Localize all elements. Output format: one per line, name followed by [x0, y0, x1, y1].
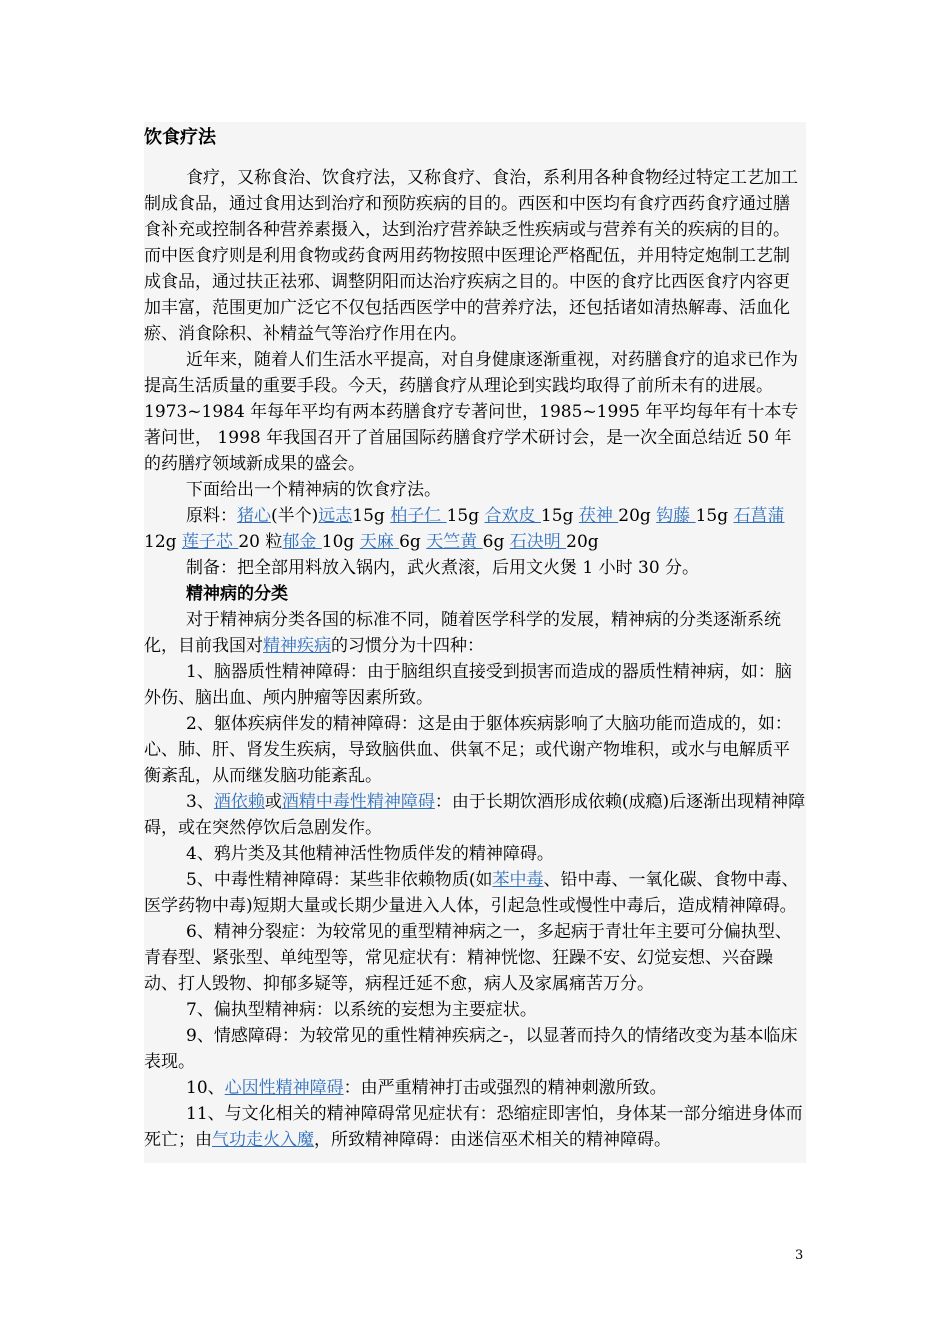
link-fushen[interactable]: 茯神: [578, 506, 619, 526]
link-gouteng[interactable]: 钩藤: [656, 506, 696, 526]
link-alcohol-psychosis[interactable]: 酒精中毒性精神障碍: [281, 792, 435, 812]
link-tianzhuhuang[interactable]: 天竺黄: [426, 532, 483, 552]
recipe-preparation: 制备：把全部用料放入锅内，武火煮滚，后用文火煲 1 小时 30 分。: [186, 558, 700, 578]
class-item-1: 1、脑器质性精神障碍：由于脑组织直接受到损害而造成的器质性精神病，如：脑外伤、脑出血、颅内肿瘤等因素所致。: [144, 662, 792, 708]
link-mental-illness[interactable]: 精神疾病: [263, 636, 331, 656]
class-item-5: 5、中毒性精神障碍：某些非依赖物质(如苯中毒、铅中毒、一氧化碳、食物中毒、医学药物中毒)短期大量或长期少量进入人体，引起急性或慢性中毒后，造成精神障碍。: [144, 870, 799, 916]
class-item-11: 11、与文化相关的精神障碍常见症状有：恐缩症即害怕，身体某一部分缩进身体而死亡；由气功走火入魔，所致精神障碍：由迷信巫术相关的精神障碍。: [144, 1104, 803, 1150]
link-yujin[interactable]: 郁金: [282, 532, 322, 552]
link-lianzixin[interactable]: 莲子芯: [181, 532, 239, 552]
link-baiziren[interactable]: 柏子仁: [390, 506, 447, 526]
link-psychogenic-disorder[interactable]: 心因性精神障碍: [224, 1078, 344, 1098]
document-body: [144, 122, 806, 1163]
link-shijueming[interactable]: 石决明: [509, 532, 567, 552]
link-tianma[interactable]: 天麻: [359, 532, 400, 552]
paragraph-history: 近年来，随着人们生活水平提高，对自身健康逐渐重视，对药膳食疗的追求已作为提高生活质量的重要手段。今天，药膳食疗从理论到实践均取得了前所未有的进展。1973~1984 年每年平均有两本药膳食疗专著问世，1985~1995 年平均每年有十本专著问世， 1998 年我国召开了首届国际药膳食疗学术研讨会，是一次全面总结近 50 年的药膳疗领域新成果的盛会。: [144, 350, 799, 474]
class-item-6: 6、精神分裂症：为较常见的重型精神病之一，多起病于青壮年主要可分偏执型、青春型、紧张型、单纯型等，常见症状有：精神恍惚、狂躁不安、幻觉妄想、兴奋躁动、打人毁物、抑郁多疑等，病程迁延不愈，病人及家属痛苦万分。: [144, 922, 792, 994]
class-item-2: 2、躯体疾病伴发的精神障碍：这是由于躯体疾病影响了大脑功能而造成的，如：心、肺、肝、肾发生疾病，导致脑供血、供氧不足；或代谢产物堆积，或水与电解质平衡紊乱，从而继发脑功能紊乱。: [144, 714, 792, 786]
class-item-7: 7、偏执型精神病：以系统的妄想为主要症状。: [186, 1000, 537, 1020]
subsection-title: 精神病的分类: [186, 584, 288, 604]
link-benzene-poisoning[interactable]: 苯中毒: [492, 870, 544, 890]
recipe-ingredients: 原料：猪心(半个)远志15g 柏子仁 15g 合欢皮 15g 茯神 20g 钩藤 15g 石菖蒲12g 莲子芯 20 粒郁金 10g 天麻 6g 天竺黄 6g 石决明 20g: [144, 506, 785, 552]
class-item-9: 9、情感障碍：为较常见的重性精神疾病之-，以显著而持久的情绪改变为基本临床表现。: [144, 1026, 798, 1072]
class-item-3: 3、酒依赖或酒精中毒性精神障碍：由于长期饮酒形成依赖(成瘾)后逐渐出现精神障碍，或在突然停饮后急剧发作。: [144, 792, 806, 838]
paragraph-intro: 食疗，又称食治、饮食疗法，又称食疗、食治，系利用各种食物经过特定工艺加工制成食品，通过食用达到治疗和预防疾病的目的。西医和中医均有食疗西药食疗通过膳食补充或控制各种营养素摄入，达到治疗营养缺乏性疾病或与营养有关的疾病的目的。而中医食疗则是利用食物或药食两用药物按照中医理论严格配伍，并用特定炮制工艺制成食品，通过扶正祛邪、调整阴阳而达治疗疾病之目的。中医的食疗比西医食疗内容更加丰富，范围更加广泛它不仅包括西医学中的营养疗法，还包括诸如清热解毒、活血化瘀、消食除积、补精益气等治疗作用在内。: [144, 168, 798, 344]
class-item-10: 10、心因性精神障碍：由严重精神打击或强烈的精神刺激所致。: [186, 1078, 667, 1098]
class-item-4: 4、鸦片类及其他精神活性物质伴发的精神障碍。: [186, 844, 554, 864]
link-alcohol-dependence[interactable]: 酒依赖: [213, 792, 265, 812]
classification-intro: 对于精神病分类各国的标准不同，随着医学科学的发展，精神病的分类逐渐系统化，目前我国对精神疾病的习惯分为十四种：: [144, 610, 781, 656]
page-number: 3: [795, 1248, 804, 1263]
paragraph-lead: 下面给出一个精神病的饮食疗法。: [186, 480, 441, 500]
link-hehuanpi[interactable]: 合欢皮: [484, 506, 541, 526]
link-yuanzhi[interactable]: 远志: [318, 506, 353, 526]
section-title: 饮食疗法: [144, 127, 216, 148]
link-qigong-deviation[interactable]: 气功走火入魔: [212, 1130, 314, 1150]
link-zhuxin[interactable]: 猪心: [237, 506, 271, 526]
link-shichangpu[interactable]: 石菖蒲: [733, 506, 785, 526]
recipe-label: 原料：: [186, 506, 237, 526]
